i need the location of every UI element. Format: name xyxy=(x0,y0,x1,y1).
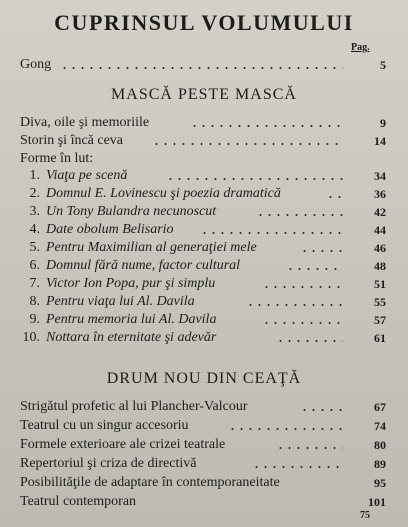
entry-page: 42 xyxy=(374,205,386,219)
dot-leader xyxy=(256,214,343,216)
dot-leader xyxy=(252,466,343,468)
entry-page: 101 xyxy=(368,495,386,509)
entry-page: 95 xyxy=(374,476,386,490)
entry-number: 5. xyxy=(29,240,40,255)
entry-page: 46 xyxy=(374,241,386,255)
entry-title: Posibilităţile de adaptare în contemporaneitate xyxy=(20,475,280,490)
entry-page: 80 xyxy=(374,438,386,452)
entry-title: Diva, oile şi memoriile xyxy=(20,115,150,130)
entry-page: 61 xyxy=(374,331,386,345)
toc-sub-entry xyxy=(0,167,408,185)
entry-page: 36 xyxy=(374,187,386,201)
entry-number: 8. xyxy=(29,294,40,309)
entry-page: 34 xyxy=(374,169,386,183)
dot-leader xyxy=(166,178,343,180)
entry-title: Gong xyxy=(20,57,52,72)
folio-number: 75 xyxy=(360,510,370,521)
toc-entry xyxy=(0,150,408,168)
entry-title: Domnul fără nume, factor cultural xyxy=(46,258,241,273)
entry-page: 5 xyxy=(380,58,386,72)
dot-leader xyxy=(228,428,343,430)
entry-page: 74 xyxy=(374,419,386,433)
toc-entry xyxy=(0,132,408,150)
entry-number: 3. xyxy=(29,204,40,219)
entry-number: 2. xyxy=(29,186,40,201)
entry-title: Nottara în eternitate şi adevăr xyxy=(46,330,217,345)
entry-title: Domnul E. Lovinescu şi poezia dramatică xyxy=(46,186,281,201)
toc-sub-entry xyxy=(0,203,408,221)
toc-sub-entry xyxy=(0,257,408,275)
toc-entry xyxy=(0,474,408,492)
entry-page: 44 xyxy=(374,223,386,237)
entry-number: 9. xyxy=(29,312,40,327)
entry-title: Storin şi încă ceva xyxy=(20,133,124,148)
entry-title: Pentru viaţa lui Al. Davila xyxy=(46,294,195,309)
toc-sub-entry xyxy=(0,185,408,203)
dot-leader xyxy=(300,409,343,411)
entry-number: 6. xyxy=(29,258,40,273)
entry-title: Repertoriul şi criza de directivă xyxy=(20,456,197,471)
entry-title: Pentru memoria lui Al. Davila xyxy=(46,312,217,327)
entry-title: Formele exterioare ale crizei teatrale xyxy=(20,437,226,452)
entry-page: 51 xyxy=(374,277,386,291)
entry-page: 48 xyxy=(374,259,386,273)
section-heading-1: MASCĂ PESTE MASCĂ xyxy=(111,86,297,103)
toc-entry xyxy=(0,493,408,511)
entry-page: 67 xyxy=(374,400,386,414)
dot-leader xyxy=(190,125,343,127)
entry-page: 55 xyxy=(374,295,386,309)
page-column-label: Pag. xyxy=(351,42,370,53)
toc-entry-gong xyxy=(0,56,408,74)
entry-title: Forme în lut: xyxy=(20,151,94,166)
toc-entry xyxy=(0,417,408,435)
toc-sub-entry xyxy=(0,239,408,257)
toc-entry xyxy=(0,114,408,132)
toc-sub-entry xyxy=(0,293,408,311)
dot-leader xyxy=(276,340,343,342)
entry-title: Teatrul contemporan xyxy=(20,494,137,509)
dot-leader xyxy=(60,67,343,69)
page-title: CUPRINSUL VOLUMULUI xyxy=(54,10,354,35)
dot-leader xyxy=(326,196,343,198)
dot-leader xyxy=(262,286,343,288)
dot-leader xyxy=(200,232,343,234)
entry-page: 14 xyxy=(374,134,386,148)
dot-leader xyxy=(246,304,343,306)
toc-sub-entry xyxy=(0,221,408,239)
entry-number: 4. xyxy=(29,222,40,237)
toc-sub-entry xyxy=(0,329,408,347)
entry-title: Teatrul cu un singur accesoriu xyxy=(20,418,189,433)
toc-entry xyxy=(0,436,408,454)
entry-number: 1. xyxy=(29,168,40,183)
section-heading-2: DRUM NOU DIN CEAŢĂ xyxy=(106,370,302,387)
entry-title: Victor Ion Popa, pur şi simplu xyxy=(46,276,216,291)
entry-title: Viaţa pe scenă xyxy=(46,168,128,183)
toc-entry xyxy=(0,398,408,416)
entry-page: 57 xyxy=(374,313,386,327)
dot-leader xyxy=(300,250,343,252)
entry-number: 10. xyxy=(22,330,40,345)
dot-leader xyxy=(286,268,343,270)
dot-leader xyxy=(152,143,343,145)
entry-title: Un Tony Bulandra necunoscut xyxy=(46,204,217,219)
toc-sub-entry xyxy=(0,311,408,329)
entry-number: 7. xyxy=(29,276,40,291)
entry-page: 89 xyxy=(374,457,386,471)
toc-entry xyxy=(0,455,408,473)
entry-page: 9 xyxy=(380,116,386,130)
toc-sub-entry xyxy=(0,275,408,293)
dot-leader xyxy=(262,322,343,324)
dot-leader xyxy=(276,447,343,449)
entry-title: Strigătul profetic al lui Plancher-Valcour xyxy=(20,399,248,414)
entry-title: Date obolum Belisario xyxy=(46,222,174,237)
entry-title: Pentru Maximilian al generaţiei mele xyxy=(46,240,257,255)
